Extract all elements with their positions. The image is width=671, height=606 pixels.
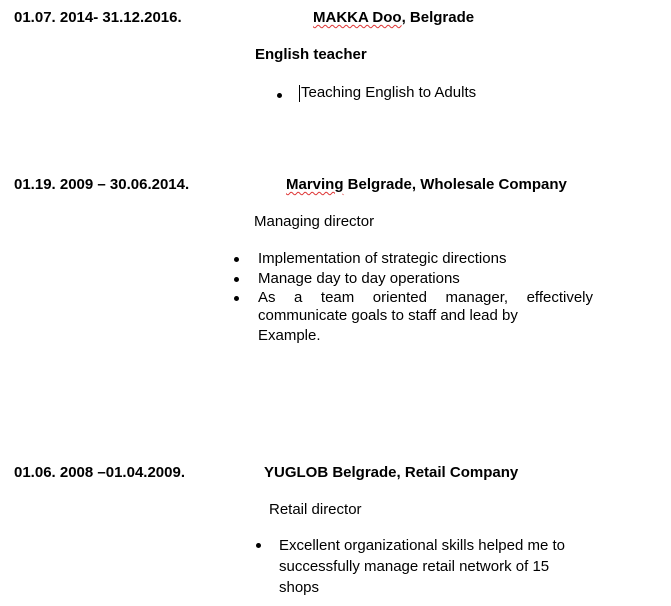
bullet-icon	[277, 93, 282, 98]
job-3-dates: 01.06. 2008 –01.04.2009.	[14, 464, 185, 481]
job-3-employer: YUGLOB Belgrade, Retail Company	[264, 464, 519, 481]
bullet-icon	[234, 257, 239, 262]
job-1-title: English teacher	[255, 46, 367, 63]
job-2-bullet-1: Implementation of strategic directions	[258, 250, 507, 267]
job-2-employer-spellcheck: Marving	[286, 176, 344, 193]
job-2-bullet-3: As a team oriented manager, effectively communicate goals to staff and lead by	[258, 289, 593, 324]
job-2-employer-rest: Belgrade, Wholesale Company	[343, 176, 567, 193]
job-1-employer-rest: , Belgrade	[401, 9, 475, 26]
job-2-bullet-3-continued: Example.	[258, 327, 321, 344]
job-2-bullet-2: Manage day to day operations	[258, 270, 460, 287]
job-2-title: Managing director	[254, 213, 375, 230]
job-3-bullet-1-line-1: Excellent organizational skills helped me to	[279, 537, 565, 554]
job-2-dates: 01.19. 2009 – 30.06.2014.	[14, 176, 190, 193]
job-3-bullet-1-line-3: shops	[279, 579, 320, 596]
job-2-employer	[286, 176, 567, 194]
text-cursor	[299, 85, 300, 102]
job-1-employer	[313, 9, 474, 27]
job-1-dates: 01.07. 2014- 31.12.2016.	[14, 9, 182, 26]
job-1-bullet-1: Teaching English to Adults	[301, 84, 477, 101]
bullet-icon	[256, 543, 261, 548]
bullet-icon	[234, 296, 239, 301]
job-3-title: Retail director	[269, 501, 362, 518]
bullet-icon	[234, 277, 239, 282]
job-1-employer-spellcheck: MAKKA Doo	[313, 9, 402, 26]
job-3-bullet-1-line-2: successfully manage retail network of 15	[279, 558, 550, 575]
